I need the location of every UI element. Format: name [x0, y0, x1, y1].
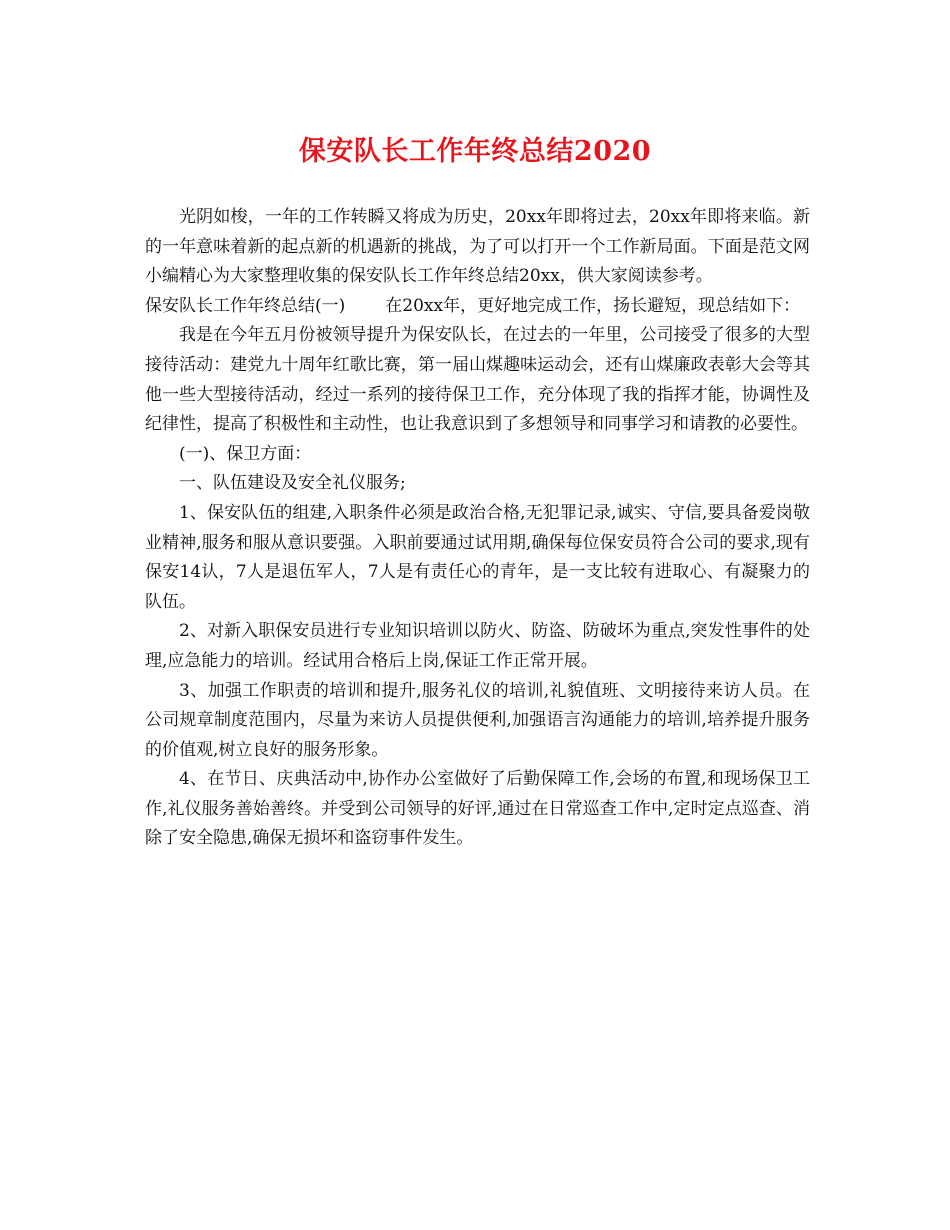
document-title: 保安队长工作年终总结2020: [298, 136, 652, 167]
subheading: 保安队长工作年终总结(一): [145, 295, 346, 316]
subheading-paragraph: [145, 292, 810, 322]
list-item-1: 1、保安队伍的组建,入职条件必须是政治合格,无犯罪记录,诚实、守信,要具备爱岗敬业精神,服务和服从意识要强。入职前要通过试用期,确保每位保安员符合公司的要求,现有保安14认，7人是退伍军人，7人是有责任心的青年，是一支比较有进取心、有凝聚力的队伍。: [145, 502, 810, 612]
list-item-3: 3、加强工作职责的培训和提升,服务礼仪的培训,礼貌值班、文明接待来访人员。在公司规章制度范围内，尽量为来访人员提供便利,加强语言沟通能力的培训,培养提升服务的价值观,树立良好的服务形象。: [145, 680, 810, 760]
list-item-4: 4、在节日、庆典活动中,协作办公室做好了后勤保障工作,会场的布置,和现场保卫工作,礼仪服务善始善终。并受到公司领导的好评,通过在日常巡查工作中,定时定点巡查、消除了安全隐患,确保无损坏和盗窃事件发生。: [145, 769, 810, 849]
list-item-2: 2、对新入职保安员进行专业知识培训以防火、防盗、防破坏为重点,突发性事件的处理,应急能力的培训。经试用合格后上岗,保证工作正常开展。: [145, 621, 810, 671]
subheading-text: 在20xx年，更好地完成工作，扬长避短，现总结如下：: [385, 295, 801, 316]
subsection-heading: 一、队伍建设及安全礼仪服务;: [179, 473, 406, 494]
intro-paragraph: 光阴如梭，一年的工作转瞬又将成为历史，20xx年即将过去，20xx年即将来临。新的一年意味着新的起点新的机遇新的挑战，为了可以打开一个工作新局面。下面是范文网小编精心为大家整理收集的保安队长工作年终总结20xx，供大家阅读参考。: [145, 207, 810, 287]
body-paragraph: 我是在今年五月份被领导提升为保安队长，在过去的一年里，公司接受了很多的大型接待活动：建党九十周年红歌比赛，第一届山煤趣味运动会，还有山煤廉政表彰大会等其他一些大型接待活动，经过一系列的接待保卫工作，充分体现了我的指挥才能，协调性及纪律性，提高了积极性和主动性，也让我意识到了多想领导和同事学习和请教的必要性。: [145, 325, 810, 435]
document-body: [145, 203, 810, 854]
section-heading: (一)、保卫方面：: [179, 443, 312, 464]
